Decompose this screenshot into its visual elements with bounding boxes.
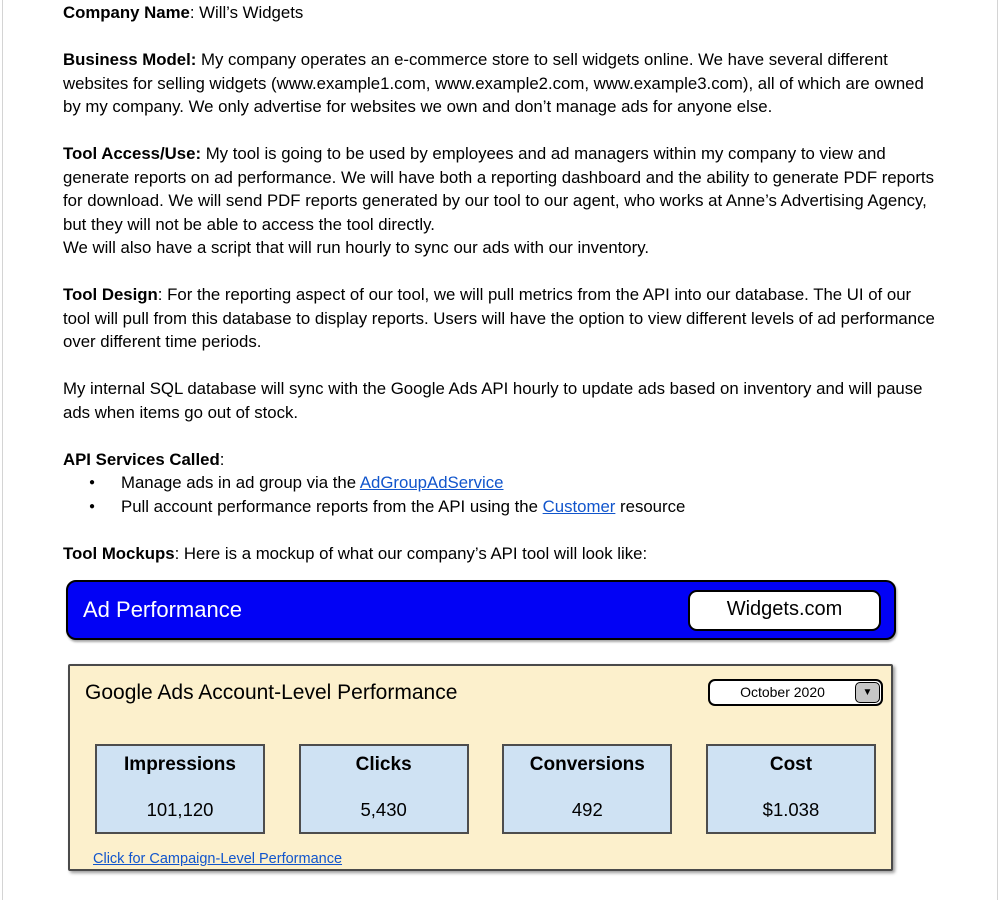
tool-access-label: Tool Access/Use:	[63, 144, 202, 163]
conversions-card	[502, 744, 672, 834]
paragraph-business-model	[63, 48, 940, 119]
mockup-app-title: Ad Performance	[83, 597, 242, 623]
impressions-card-label: Impressions	[124, 754, 236, 775]
period-dropdown-value: October 2020	[740, 683, 825, 700]
paragraph-api-services	[63, 448, 940, 472]
list-item	[63, 495, 940, 519]
tool-mockups-label: Tool Mockups	[63, 543, 175, 563]
impressions-card-value: 101,120	[146, 798, 214, 820]
tool-access-text: My tool is going to be used by employees and ad managers within my company to view and generate reports on ad performance. We will have both a reporting dashboard and the ability to generate PDF reports for download. We will send PDF reports generated by our tool to our agent, who works at Anne’s Advertising Agency, but they will not be able to access the tool directly.	[63, 144, 934, 234]
document-content	[3, 0, 997, 871]
bullet-2-post: resource	[615, 496, 686, 516]
cost-card	[706, 744, 876, 834]
business-model-label: Business Model:	[63, 50, 197, 69]
tool-mockups-text: : Here is a mockup of what our company’s API tool will look like:	[174, 543, 648, 563]
company-name-label: Company Name	[63, 3, 190, 22]
cost-card-label: Cost	[769, 754, 813, 775]
chevron-down-icon: ▼	[862, 686, 873, 698]
paragraph-tool-access	[63, 142, 940, 260]
api-services-list	[63, 471, 940, 518]
clicks-card	[299, 744, 469, 834]
dropdown-arrow-button[interactable]	[855, 682, 880, 703]
account-performance-panel	[68, 664, 893, 871]
campaign-level-performance-link[interactable]: Click for Campaign-Level Performance	[93, 851, 343, 867]
period-dropdown[interactable]	[708, 679, 883, 706]
clicks-card-label: Clicks	[355, 754, 412, 775]
paragraph-tool-mockups	[63, 542, 940, 566]
mockup-app-header	[66, 580, 896, 640]
paragraph-sql-note	[63, 377, 940, 424]
panel-title: Google Ads Account-Level Performance	[85, 680, 458, 704]
customer-link[interactable]: Customer	[542, 496, 616, 516]
widgets-site-button-label: Widgets.com	[726, 598, 843, 621]
metric-cards-row	[70, 744, 891, 834]
paragraph-tool-design	[63, 283, 940, 354]
bullet-icon: ●	[89, 500, 96, 512]
adgroupadservice-link[interactable]: AdGroupAdService	[359, 473, 504, 492]
api-services-label: API Services Called	[63, 449, 220, 469]
company-name-value: : Will’s Widgets	[189, 3, 304, 22]
paragraph-company-name	[63, 1, 940, 25]
cost-card-value: $1.038	[762, 798, 820, 820]
tool-access-line2: We will also have a script that will run hourly to sync our ads with our inventory.	[63, 238, 650, 257]
bullet-2-text: Pull account performance reports from the API using the	[121, 496, 543, 516]
widgets-site-button[interactable]	[688, 590, 881, 631]
impressions-card	[95, 744, 265, 834]
business-model-text: My company operates an e-commerce store to sell widgets online. We have several different websites for selling widgets (www.example1.com, www.example2.com, www.example3.com), all of which are owned by my company. We only advertise for websites we own and don’t manage ads for anyone else.	[63, 50, 924, 116]
tool-design-text: : For the reporting aspect of our tool, we will pull metrics from the API into our database. The UI of our tool will pull from this database to display reports. Users will have the option to view different levels of ad performance over different time periods.	[63, 285, 935, 351]
conversions-card-value: 492	[571, 798, 603, 820]
bullet-icon: ●	[89, 477, 96, 488]
panel-header	[70, 666, 891, 706]
tool-design-label: Tool Design	[63, 285, 158, 304]
bullet-1-text: Manage ads in ad group via the	[121, 473, 360, 492]
list-item	[63, 471, 940, 495]
clicks-card-value: 5,430	[360, 798, 407, 820]
document-page	[2, 0, 998, 900]
sql-note-text: My internal SQL database will sync with the Google Ads API hourly to update ads based on inventory and will pause ads when items go out of stock.	[63, 379, 923, 422]
conversions-card-label: Conversions	[529, 754, 645, 775]
api-services-colon: :	[219, 449, 225, 469]
